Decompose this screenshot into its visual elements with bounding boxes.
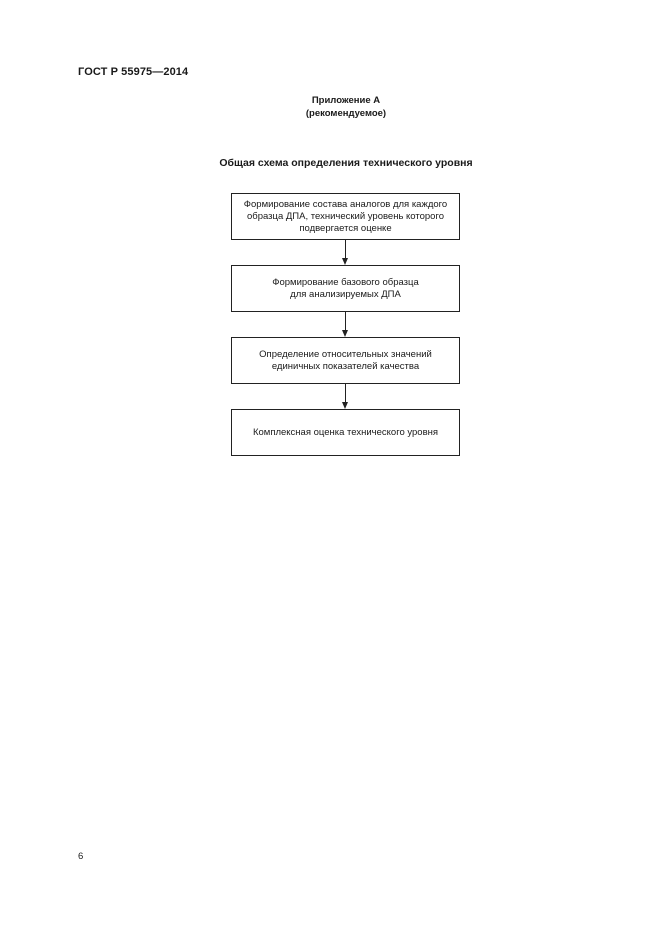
- scheme-title: Общая схема определения технического уровня: [219, 157, 473, 169]
- appendix-status: (рекомендуемое): [305, 108, 387, 119]
- page-number: 6: [78, 851, 84, 862]
- flowchart-step-2: Формирование базового образца для анализируемых ДПА: [231, 265, 460, 312]
- arrow-shaft: [345, 384, 346, 402]
- arrow-shaft: [345, 240, 346, 258]
- arrow-shaft: [345, 312, 346, 330]
- flow-arrow-2: [340, 312, 351, 337]
- flowchart-step-1: Формирование состава аналогов для каждого образца ДПА, технический уровень которого подвергается оценке: [231, 193, 460, 240]
- flowchart-step-3: Определение относительных значений единичных показателей качества: [231, 337, 460, 384]
- appendix-title: Приложение А: [311, 95, 381, 106]
- arrow-down-icon: [342, 402, 348, 409]
- flow-arrow-3: [340, 384, 351, 409]
- document-code: ГОСТ Р 55975—2014: [78, 66, 189, 78]
- arrow-down-icon: [342, 258, 348, 265]
- arrow-down-icon: [342, 330, 348, 337]
- flowchart-step-4: Комплексная оценка технического уровня: [231, 409, 460, 456]
- flow-arrow-1: [340, 240, 351, 265]
